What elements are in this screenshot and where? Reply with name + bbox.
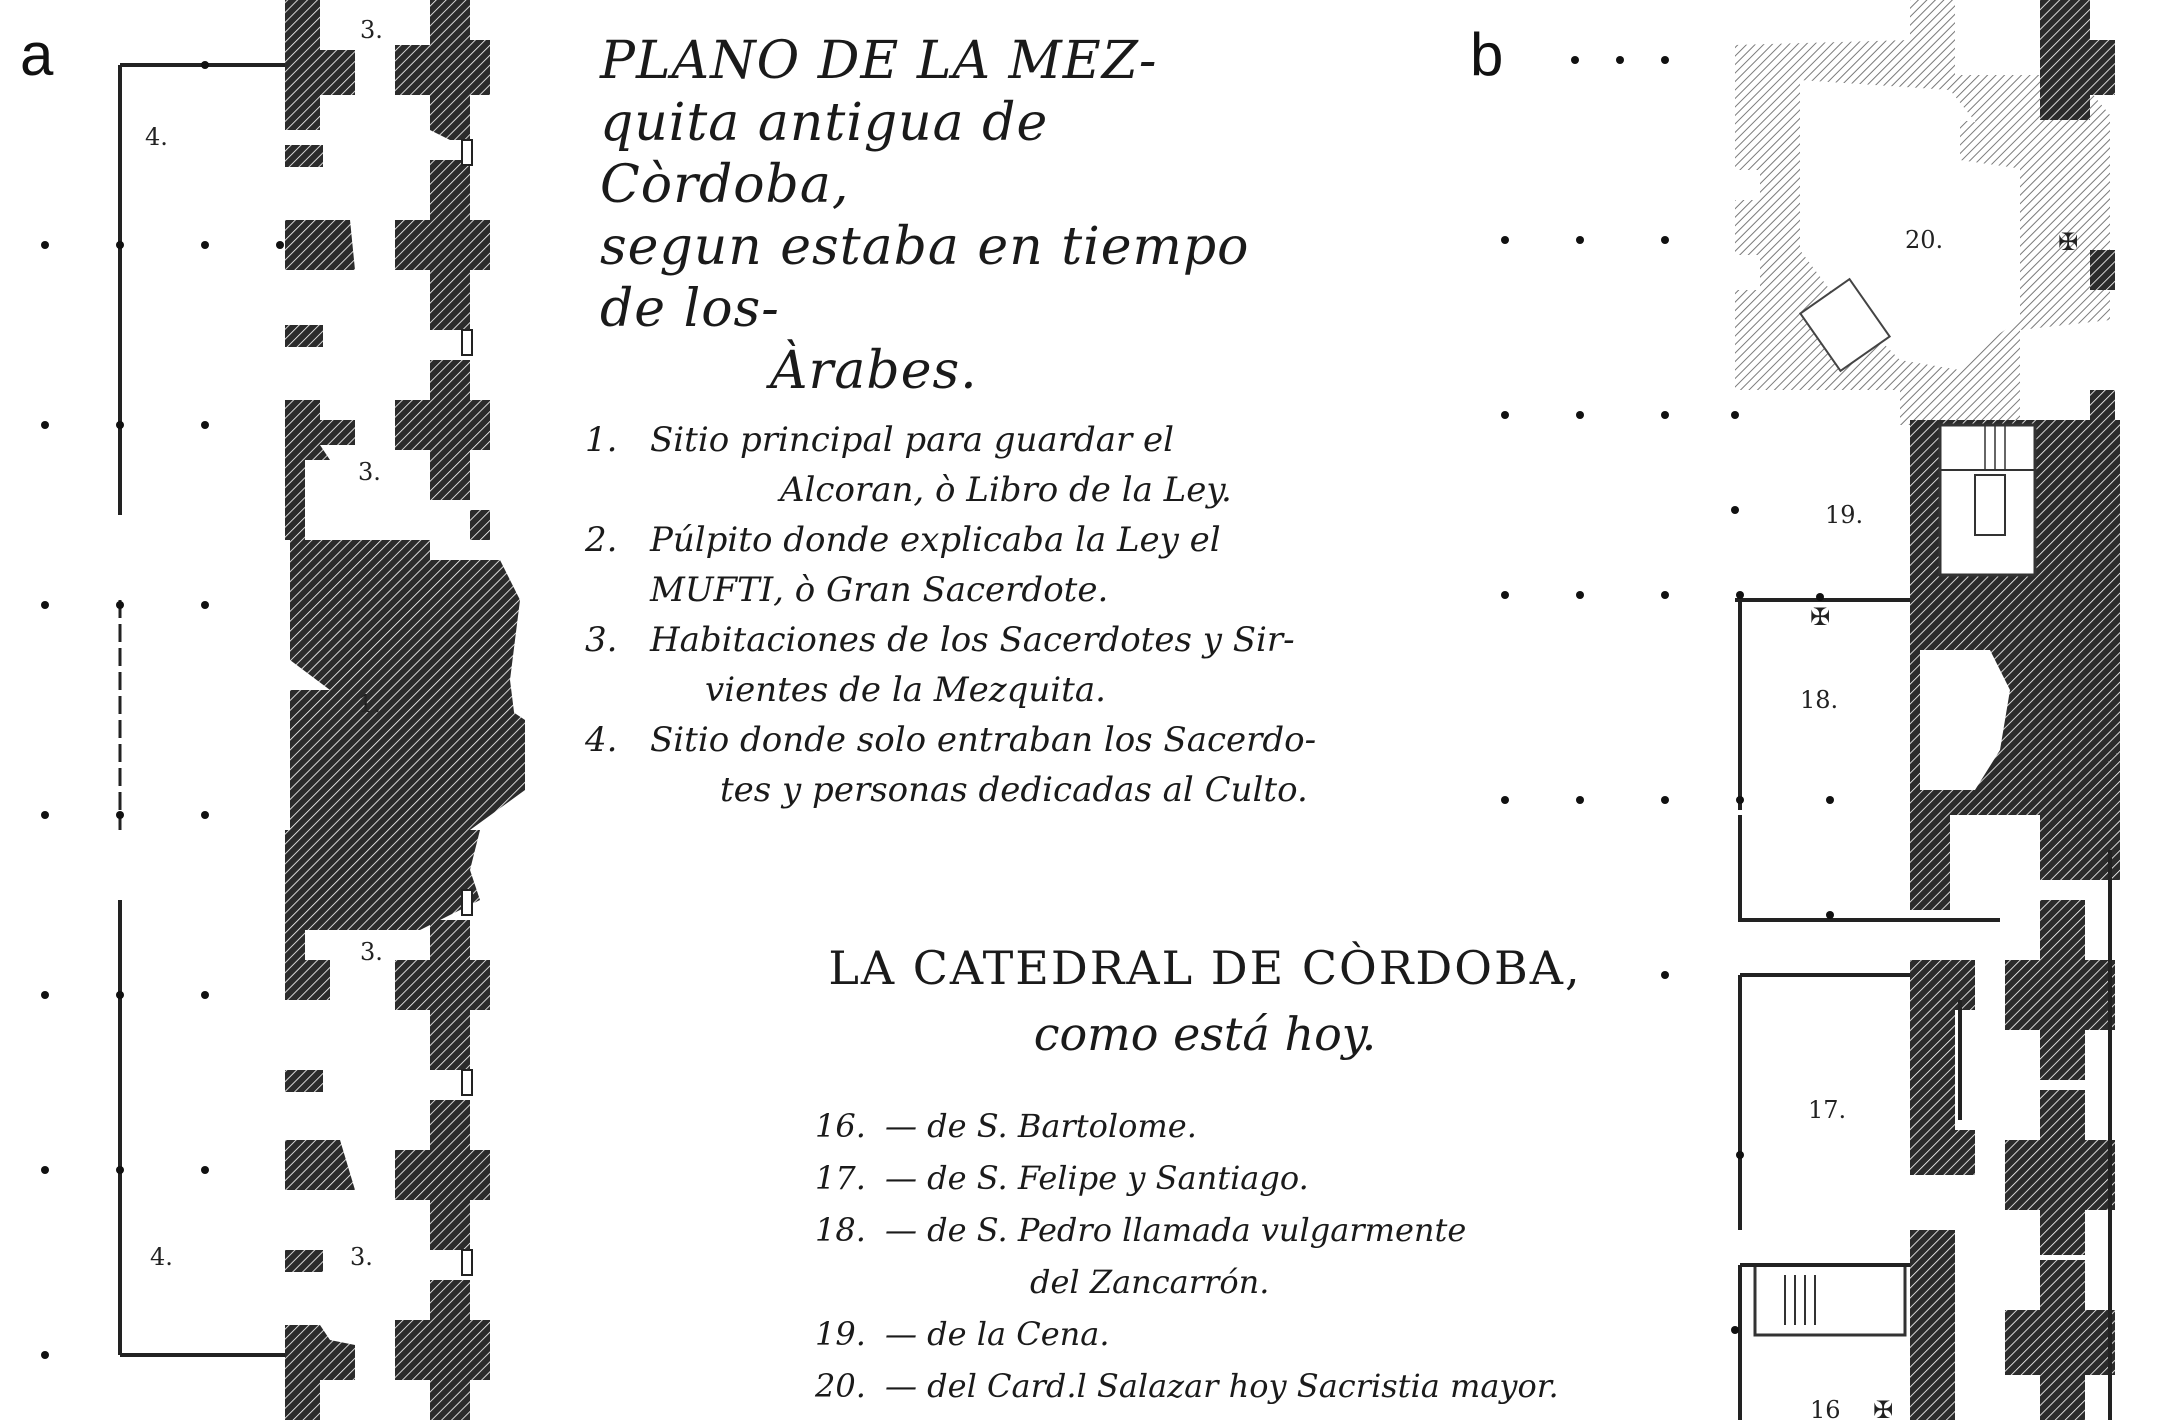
plan-label-1: 1. [358, 690, 381, 718]
plan-label-3-bottom: 3. [350, 1243, 373, 1271]
mosque-plan-left [41, 0, 525, 1420]
legend-text: Alcoran, ò Libro de la Ley. [780, 470, 1232, 510]
title-line: PLANO DE LA MEZ- [600, 31, 1158, 91]
title-line: quita antigua de Còrdoba, [600, 93, 1049, 215]
legend-number: 3. [585, 620, 618, 660]
column-dots-left [41, 61, 284, 1359]
legend-text: del Zancarrón. [1030, 1263, 1270, 1301]
plan-label-4-bottom: 4. [150, 1243, 173, 1271]
cross-icon: ✠ [1873, 1396, 1894, 1420]
legend-entry [585, 715, 1385, 815]
plan-label-18: 18. [1800, 686, 1839, 714]
legend-number: 18. [815, 1211, 866, 1249]
legend-text: MUFTI, ò Gran Sacerdote. [650, 570, 1109, 610]
legend-entry [815, 1100, 1655, 1152]
mosque-plan-title [590, 30, 1310, 402]
legend-entry [585, 615, 1385, 715]
mosque-legend [585, 415, 1385, 815]
legend-text: tes y personas dedicadas al Culto. [720, 770, 1308, 810]
plan-label-19: 19. [1825, 501, 1864, 529]
legend-entry [585, 515, 1385, 615]
legend-text: — de la Cena. [885, 1315, 1110, 1353]
title-line: como está hoy. [1033, 1007, 1377, 1061]
panel-label-a: a [20, 21, 54, 88]
legend-text: vientes de la Mezquita. [705, 670, 1106, 710]
panel-label-b: b [1470, 21, 1504, 88]
legend-number: 1. [585, 420, 618, 460]
legend-number: 16. [815, 1107, 866, 1145]
cathedral-title [795, 935, 1615, 1067]
plan-label-4-top: 4. [145, 123, 168, 151]
legend-number: 20. [815, 1367, 866, 1405]
plan-label-3-top: 3. [360, 16, 383, 44]
legend-text: — de S. Felipe y Santiago. [885, 1159, 1309, 1197]
legend-text: Sitio principal para guardar el [650, 420, 1175, 460]
cathedral-legend [815, 1100, 1655, 1412]
plan-label-3-lower: 3. [360, 938, 383, 966]
plan-label-16: 16 [1810, 1396, 1841, 1420]
staircase [1755, 425, 2035, 1335]
title-line: Àrabes. [770, 341, 978, 401]
legend-entry [815, 1152, 1655, 1204]
legend-text: Habitaciones de los Sacerdotes y Sir- [650, 620, 1295, 660]
title-line: LA CATEDRAL DE CÒRDOBA, [828, 941, 1582, 995]
legend-number: 4. [585, 720, 618, 760]
legend-entry [815, 1360, 1655, 1412]
legend-text: — de S. Pedro llamada vulgarmente [885, 1211, 1467, 1249]
legend-entry [585, 415, 1385, 515]
legend-number: 2. [585, 520, 618, 560]
legend-text: — del Card.l Salazar hoy Sacristia mayor. [885, 1367, 1559, 1405]
plan-label-17: 17. [1808, 1096, 1847, 1124]
legend-number: 17. [815, 1159, 866, 1197]
legend-entry [815, 1204, 1655, 1308]
cross-icon: ✠ [1810, 603, 1831, 631]
title-line: segun estaba en tiempo de los- [600, 217, 1250, 339]
plan-label-20: 20. [1905, 226, 1944, 254]
legend-text: Sitio donde solo entraban los Sacerdo- [650, 720, 1317, 760]
plan-label-3-upper: 3. [358, 458, 381, 486]
cross-icon: ✠ [2058, 228, 2079, 256]
legend-text: Púlpito donde explicaba la Ley el [650, 520, 1221, 560]
legend-text: — de S. Bartolome. [885, 1107, 1197, 1145]
legend-number: 19. [815, 1315, 866, 1353]
legend-entry [815, 1308, 1655, 1360]
inner-piers [285, 0, 525, 1420]
